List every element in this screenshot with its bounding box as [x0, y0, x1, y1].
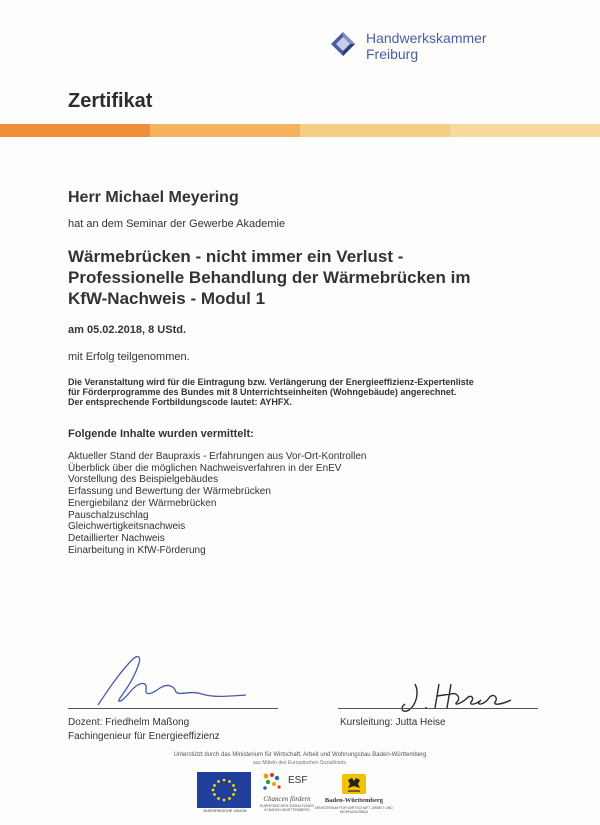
esf-caption: EUROPÄISCHER SOZIALFONDS IN BADEN-WÜRTTEMBERG	[260, 804, 314, 812]
list-item: Gleichwertigkeitsnachweis	[68, 521, 186, 533]
date-line: am 05.02.2018, 8 UStd.	[68, 324, 187, 336]
esf-label: ESF	[288, 775, 308, 786]
list-item: Erfassung und Bewertung der Wärmebrücken	[68, 486, 271, 498]
notice-line: Der entsprechende Fortbildungscode lautet: AYHFX.	[68, 397, 292, 407]
support-text: Unterstützt durch das Ministerium für Wirtschaft, Arbeit und Wohnungsbau Baden-Württemberg	[173, 752, 427, 758]
dozent-role: Fachingenieur für Energieeffizienz	[68, 731, 220, 742]
success-text: mit Erfolg teilgenommen.	[68, 351, 190, 363]
org-name: Handwerkskammer	[366, 30, 487, 46]
seminar-title-line: Professionelle Behandlung der Wärmebrücken im	[68, 268, 471, 287]
seminar-title	[68, 246, 568, 309]
baden-wuerttemberg-crest-icon	[340, 772, 368, 796]
eu-caption: EUROPÄISCHE UNION	[203, 808, 247, 813]
band-segment	[150, 124, 300, 137]
bw-caption: MINISTERIUM FÜR WIRTSCHAFT, ARBEIT UND WOHNUNGSBAU	[315, 806, 393, 814]
signature-line-right	[338, 708, 538, 709]
list-item: Detaillierter Nachweis	[68, 532, 165, 544]
band-segment	[0, 124, 150, 137]
list-item: Aktueller Stand der Baupraxis - Erfahrungen aus Vor-Ort-Kontrollen	[68, 451, 367, 462]
band-segment	[450, 124, 600, 137]
list-item: Überblick über die möglichen Nachweisverfahren in der EnEV	[68, 462, 342, 474]
orange-band	[0, 124, 600, 137]
org-city: Freiburg	[366, 46, 419, 62]
list-item: Vorstellung des Beispielgebäudes	[68, 474, 219, 486]
notice-line: Die Veranstaltung wird für die Eintragung bzw. Verlängerung der Energieeffizienz-Expertenliste	[68, 377, 474, 387]
signature-line-left	[68, 708, 278, 709]
notice-text	[68, 377, 578, 407]
contents-heading: Folgende Inhalte wurden vermittelt:	[68, 428, 254, 440]
seminar-title-line: Wärmebrücken - nicht immer ein Verlust -	[68, 247, 404, 266]
seminar-title-line: KfW-Nachweis - Modul 1	[68, 289, 266, 308]
hwk-cube-logo-icon	[330, 31, 356, 57]
bw-label: Baden-Württemberg	[324, 797, 384, 804]
esf-slogan: Chancen fördern	[263, 795, 311, 803]
notice-line: für Förderprogramme des Bundes mit 8 Unterrichtseinheiten (Wohngebäude) angerechnet.	[68, 387, 457, 397]
kursleitung-name: Kursleitung: Jutta Heise	[340, 717, 446, 728]
contents-list	[68, 451, 367, 556]
band-segment	[300, 124, 450, 137]
certificate-title: Zertifikat	[68, 90, 153, 112]
list-item: Energiebilanz der Wärmebrücken	[68, 497, 217, 509]
list-item: Pauschalzuschlag	[68, 509, 149, 521]
support-subtext: aus Mitteln des Europäischen Sozialfonds.	[252, 760, 348, 766]
dozent-name: Dozent: Friedhelm Maßong	[68, 717, 190, 728]
signature-dozent	[90, 650, 250, 710]
recipient-name: Herr Michael Meyering	[68, 189, 239, 206]
eu-flag-icon	[197, 772, 251, 808]
intro-text: hat an dem Seminar der Gewerbe Akademie	[68, 218, 286, 230]
list-item: Einarbeitung in KfW-Förderung	[68, 544, 206, 556]
signature-kursleitung	[395, 678, 515, 716]
